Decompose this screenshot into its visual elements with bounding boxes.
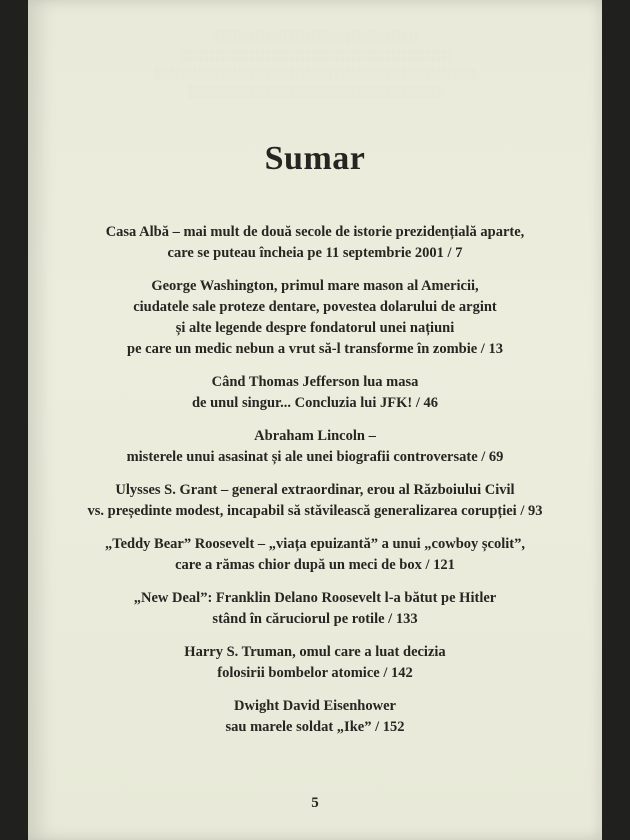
toc-entry-line: Când Thomas Jefferson lua masa xyxy=(211,374,419,390)
toc-entry xyxy=(28,372,602,414)
toc-entry-line: vs. președinte modest, incapabil să stăvilească generalizarea corupției / 93 xyxy=(87,503,543,519)
toc-entry-line: Abraham Lincoln – xyxy=(254,428,376,444)
toc-entry-line: Dwight David Eisenhower xyxy=(234,698,396,714)
toc-entry-line: misterele unui asasinat și ale unei biografii controversate / 69 xyxy=(126,449,504,465)
bleed-through-text: ░░░░░░░░░░░░░░░░░░░░░░░░ ░░░░░░░░░░░░░░░░░░░░░░░░░░░░░░░░ ░░░░░░░░░░░░░░░░░░░░░░░░░░░░░░░░░░░░░░ ░░░░░░░░░░░░░░░░░░░░░░░░░░░░░░ xyxy=(153,30,477,98)
toc-entry xyxy=(28,276,602,360)
toc-entry-line: care se puteau încheia pe 11 septembrie 2001 / 7 xyxy=(167,245,463,261)
toc-entry-line: pe care un medic nebun a vrut să-l transforme în zombie / 13 xyxy=(127,341,503,357)
toc-entry-line: de unul singur... Concluzia lui JFK! / 46 xyxy=(191,395,439,411)
toc-entry xyxy=(28,696,602,738)
toc-entry-line: sau marele soldat „Ike” / 152 xyxy=(225,719,405,735)
toc-entry-line: stând în căruciorul pe rotile / 133 xyxy=(212,611,418,627)
toc-entry-line: și alte legende despre fondatorul unei națiuni xyxy=(175,320,455,336)
toc-entry xyxy=(28,588,602,630)
page-number: 5 xyxy=(311,795,319,811)
page-title: Sumar xyxy=(264,140,366,177)
toc-entry-line: George Washington, primul mare mason al Americii, xyxy=(151,278,479,294)
toc-entry-line: folosirii bombelor atomice / 142 xyxy=(217,665,413,681)
toc-entry xyxy=(28,480,602,522)
toc-entry-line: care a rămas chior după un meci de box / 121 xyxy=(175,557,455,573)
book-page xyxy=(28,0,602,840)
toc-entry-line: „Teddy Bear” Roosevelt – „viața epuizantă” a unui „cowboy școlit”, xyxy=(105,536,525,552)
toc-entry-line: Casa Albă – mai mult de două secole de istorie prezidențială aparte, xyxy=(105,224,525,240)
toc-entry xyxy=(28,222,602,264)
toc-entry xyxy=(28,534,602,576)
toc-entry-line: Harry S. Truman, omul care a luat decizia xyxy=(184,644,446,660)
toc-entry xyxy=(28,426,602,468)
toc-entry-line: Ulysses S. Grant – general extraordinar, erou al Războiului Civil xyxy=(115,482,515,498)
toc-entry-line: ciudatele sale proteze dentare, povestea dolarului de argint xyxy=(133,299,497,315)
toc-entry xyxy=(28,642,602,684)
toc-entry-line: „New Deal”: Franklin Delano Roosevelt l-a bătut pe Hitler xyxy=(133,590,497,606)
table-of-contents xyxy=(28,222,602,750)
